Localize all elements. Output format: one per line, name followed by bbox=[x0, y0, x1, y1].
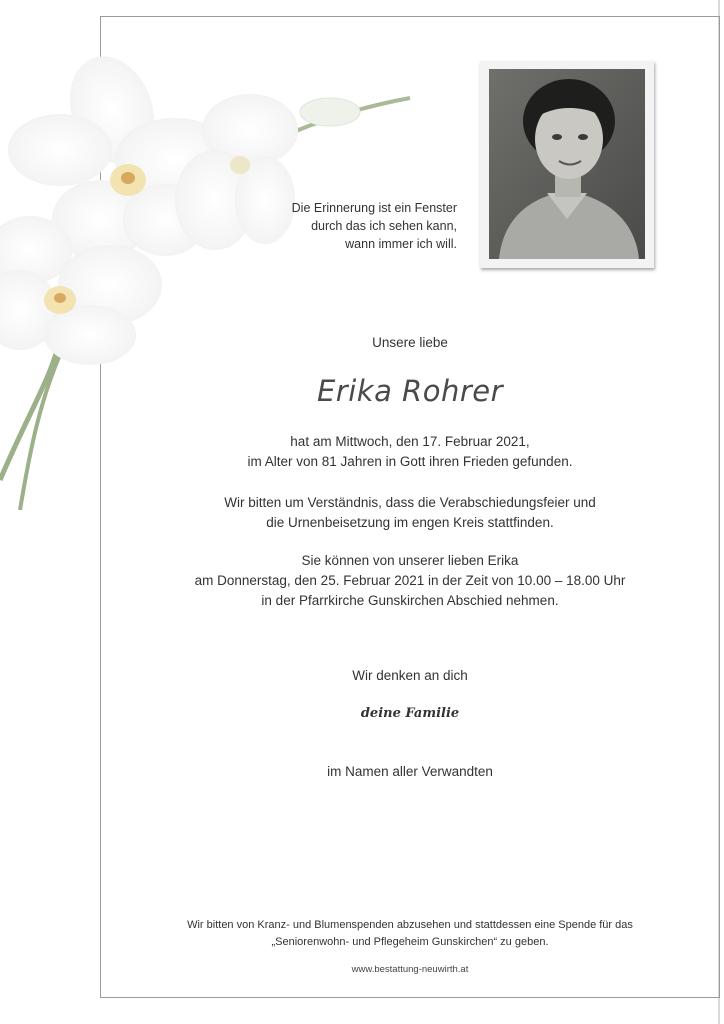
farewell-notice bbox=[100, 551, 720, 611]
ceremony-notice bbox=[100, 493, 720, 533]
quote-line: Die Erinnerung ist ein Fenster bbox=[291, 201, 457, 215]
intro-text: Unsere liebe bbox=[372, 335, 448, 350]
closing-text: Wir denken an dich bbox=[352, 668, 468, 683]
text-line: Wir bitten von Kranz- und Blumenspenden abzusehen und stattdessen eine Spende für das bbox=[187, 919, 633, 931]
quote-line: durch das ich sehen kann, bbox=[311, 219, 457, 233]
relatives-text: im Namen aller Verwandten bbox=[327, 764, 493, 779]
death-notice bbox=[100, 432, 720, 472]
text-line: in der Pfarrkirche Gunskirchen Abschied nehmen. bbox=[261, 593, 559, 608]
memorial-quote bbox=[250, 199, 457, 253]
text-line: „Seniorenwohn- und Pflegeheim Gunskirchen“ zu geben. bbox=[271, 936, 549, 948]
text-line: im Alter von 81 Jahren in Gott ihren Frieden gefunden. bbox=[247, 454, 573, 469]
text-line: hat am Mittwoch, den 17. Februar 2021, bbox=[290, 434, 530, 449]
text-line: die Urnenbeisetzung im engen Kreis stattfinden. bbox=[266, 515, 554, 530]
text-line: Sie können von unserer lieben Erika bbox=[301, 553, 519, 568]
donation-note bbox=[100, 917, 720, 951]
deceased-name: Erika Rohrer bbox=[316, 374, 504, 408]
quote-line: wann immer ich will. bbox=[345, 237, 457, 251]
text-line: Wir bitten um Verständnis, dass die Verabschiedungsfeier und bbox=[224, 495, 596, 510]
portrait-photo bbox=[480, 61, 654, 268]
text-line: am Donnerstag, den 25. Februar 2021 in der Zeit von 10.00 – 18.00 Uhr bbox=[194, 573, 626, 588]
website-link[interactable]: www.bestattung-neuwirth.at bbox=[351, 964, 469, 975]
portrait-image bbox=[489, 69, 645, 259]
family-signature: deine Familie bbox=[360, 706, 460, 721]
